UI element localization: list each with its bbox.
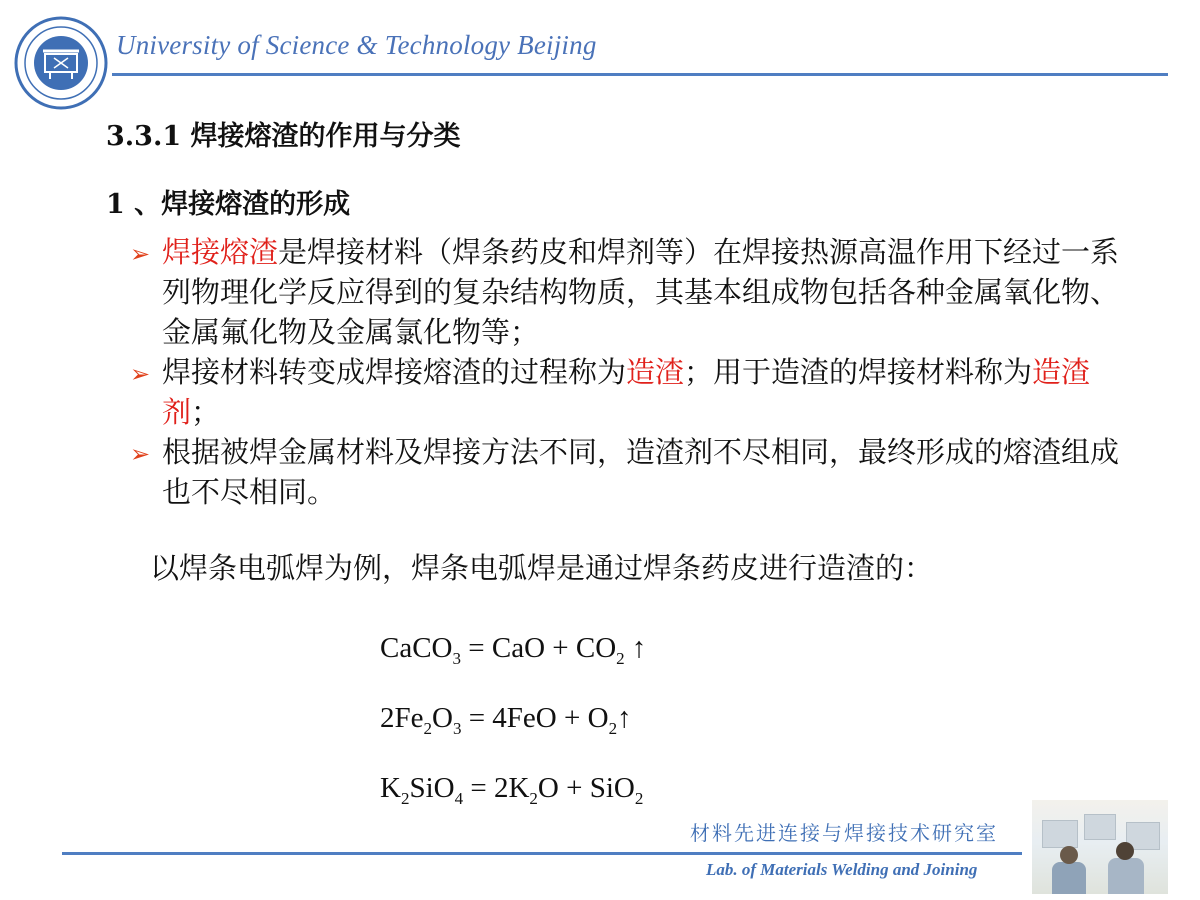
bullet-item: [130, 232, 1140, 352]
bullet-item: [130, 432, 1140, 512]
bullet-item: [130, 352, 1140, 432]
term-highlight: 造渣: [626, 355, 685, 389]
bullet-text: 是焊接材料（焊条药皮和焊剂等）在焊接热源高温作用下经过一系列物理化学反应得到的复杂结构物质，其基本组成物包括各种金属氧化物、金属氟化物及金属氯化物等；: [162, 235, 1120, 349]
bullet-list: [130, 232, 1140, 512]
section-title: 3.3.1 焊接熔渣的作用与分类: [106, 121, 461, 152]
university-seal-icon: [14, 16, 108, 110]
subsection-title: 1 、焊接熔渣的形成: [106, 189, 351, 220]
equation: CaCO$_3$ = CaO + $CO_2$ ↑: [380, 632, 647, 668]
lab-photo-icon: [1032, 800, 1168, 894]
arrow-bullet-icon: ➢: [130, 240, 151, 268]
example-text: 以焊条电弧焊为例，焊条电弧焊是通过焊条药皮进行造渣的：: [150, 551, 934, 585]
lab-name-english: Lab. of Materials Welding and Joining: [706, 860, 978, 879]
arrow-bullet-icon: ➢: [130, 360, 151, 388]
arrow-bullet-icon: ➢: [130, 440, 151, 468]
term-highlight: 造渣剂: [162, 355, 1091, 429]
equation: $K_2SiO_4 = 2K_2O + SiO_2$: [380, 772, 644, 808]
equation-block: [380, 632, 646, 842]
equation: $2Fe_2O_3 = 4FeO$ + $O_2↑$: [380, 702, 632, 738]
lab-name-chinese: 材料先进连接与焊接技术研究室: [690, 821, 998, 845]
university-name: University of Science & Technology Beijing: [116, 30, 597, 60]
bullet-text: ；: [191, 395, 221, 429]
bullet-text: 根据被焊金属材料及焊接方法不同，造渣剂不尽相同，最终形成的熔渣组成也不尽相同。: [162, 435, 1120, 509]
bullet-text: ；用于造渣的焊接材料称为: [684, 355, 1033, 389]
header-divider: [112, 73, 1168, 76]
bullet-text: 焊接材料转变成焊接熔渣的过程称为: [162, 355, 627, 389]
term-highlight: 焊接熔渣: [162, 235, 279, 269]
footer-divider: [62, 852, 1022, 855]
